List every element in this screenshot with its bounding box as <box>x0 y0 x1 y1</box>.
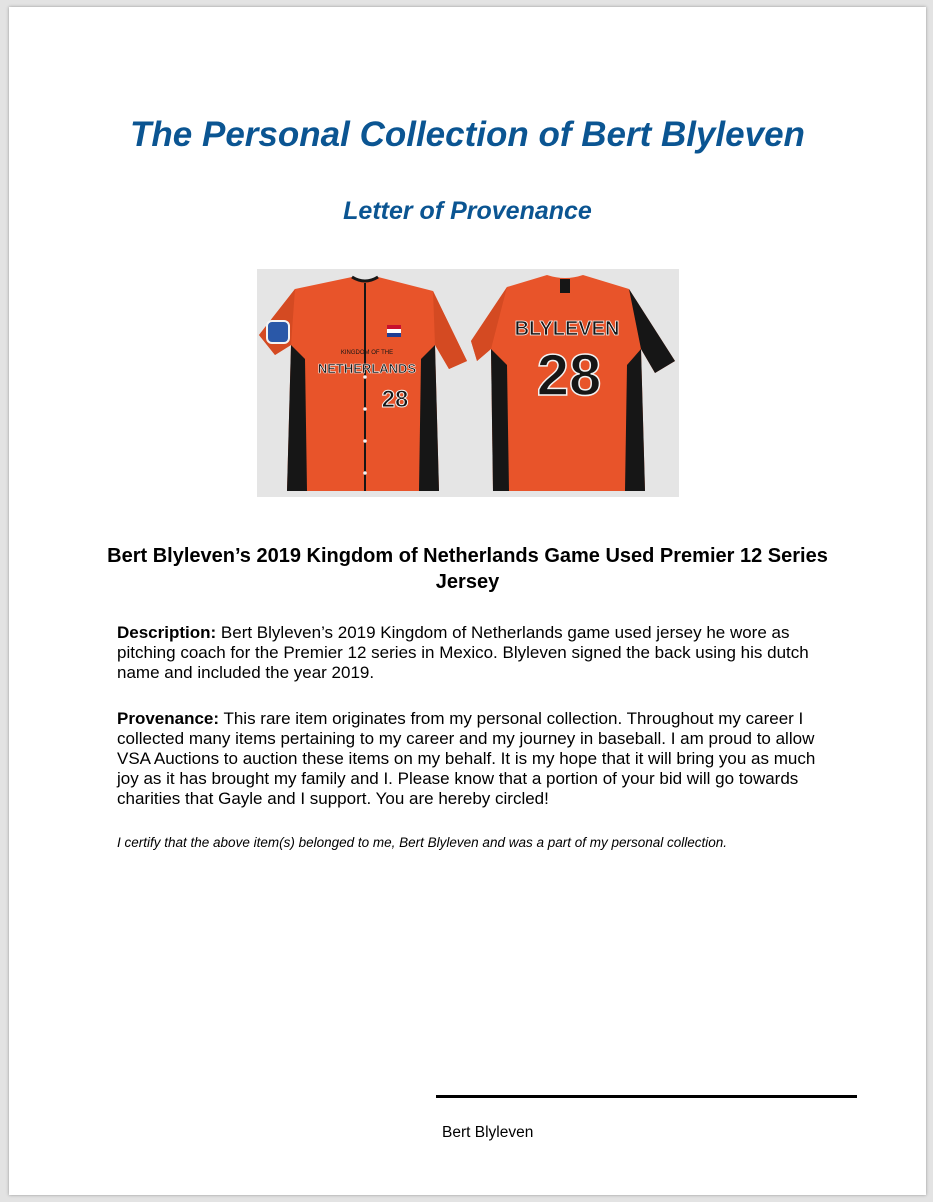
signature-name: Bert Blyleven <box>442 1124 534 1141</box>
document-page <box>9 7 926 1195</box>
document-subtitle: Letter of Provenance <box>343 197 592 225</box>
document-title: The Personal Collection of Bert Blyleven <box>130 115 805 154</box>
item-heading: Bert Blyleven’s 2019 Kingdom of Netherlands Game Used Premier 12 Series Jersey <box>107 545 828 593</box>
jersey-back-number: 28 <box>536 343 602 408</box>
description-paragraph <box>117 623 832 683</box>
description-label: Description: <box>117 623 217 642</box>
provenance-label: Provenance: <box>117 709 220 728</box>
provenance-paragraph <box>117 709 832 809</box>
certification-statement: I certify that the above item(s) belonged to me, Bert Blyleven and was a part of my personal collection. <box>117 835 728 850</box>
jersey-photo <box>257 269 679 497</box>
signature-line <box>436 1095 857 1098</box>
jersey-back-name: BLYLEVEN <box>514 318 620 340</box>
jersey-front-number: 28 <box>381 386 409 413</box>
jersey-front <box>259 277 467 491</box>
provenance-text: This rare item originates from my personal collection. Throughout my career I collected many items pertaining to my career and my journey in baseball. I am proud to allow VSA Auctions to auction these items on my behalf. It is my hope that it will bring you as much joy as it has brought my family and I. Please know that a portion of your bid will go towards charities that Gayle and I support. You are hereby circled! <box>117 709 816 808</box>
jersey-front-team: NETHERLANDS <box>317 361 417 376</box>
jersey-front-crest: KINGDOM OF THE <box>340 350 394 356</box>
description-text: Bert Blyleven’s 2019 Kingdom of Netherlands game used jersey he wore as pitching coach for the Premier 12 series in Mexico. Blyleven signed the back using his dutch name and included the year 2019. <box>117 623 809 682</box>
